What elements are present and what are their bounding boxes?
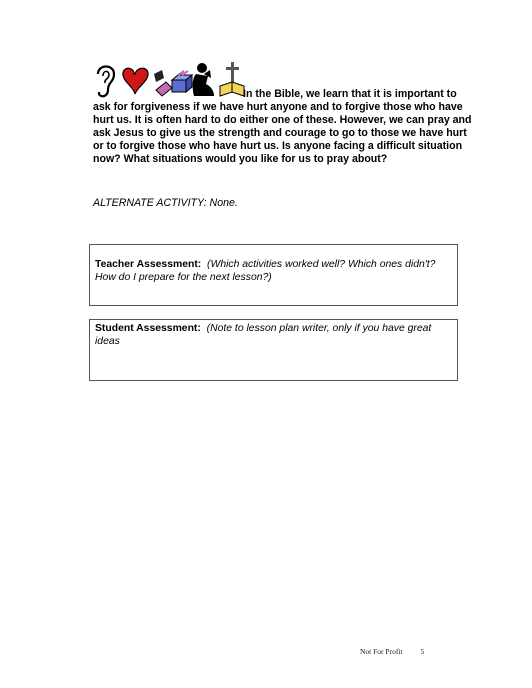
- prayer-paragraph-first-line: In the Bible, we learn that it is important to: [243, 88, 457, 100]
- alternate-activity: ALTERNATE ACTIVITY: None.: [93, 197, 238, 209]
- page-footer: [360, 647, 424, 656]
- teacher-assessment-box[interactable]: [89, 244, 458, 306]
- student-assessment-box[interactable]: [89, 319, 458, 381]
- page-number: 5: [420, 647, 425, 656]
- footer-text: Not For Profit: [360, 647, 403, 656]
- student-assessment-label: Student Assessment:: [95, 323, 201, 334]
- teacher-assessment-label: Teacher Assessment:: [95, 259, 202, 270]
- teacher-assessment-note: (Which activities worked well? Which ones didn't? How do I prepare for the next lesson?): [95, 259, 436, 283]
- prayer-paragraph-body: ask for forgiveness if we have hurt anyone and to forgive those who have hurt us. It is often hard to do either one of these. However, we can pray and ask Jesus to give us the strength and courage to go to those we have hurt or to forgive those who have hurt us. Is anyone facing a difficult situation now? What situations would you like for us to pray about?: [93, 101, 472, 165]
- prayer-paragraph: [93, 88, 473, 166]
- student-assessment-note: (Note to lesson plan writer, only if you have great ideas: [95, 323, 432, 347]
